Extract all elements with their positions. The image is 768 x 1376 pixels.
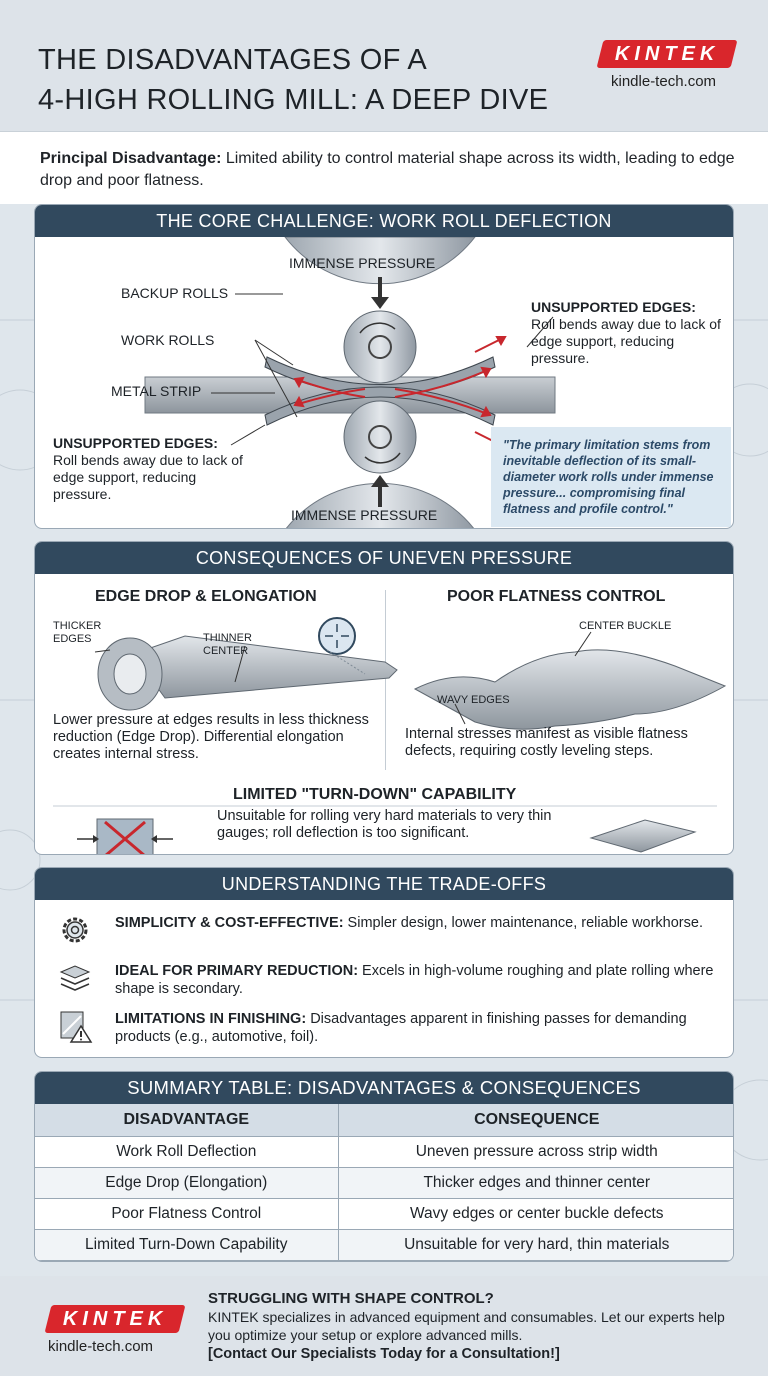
edge-drop-text: Lower pressure at edges results in less thickness reduction (Edge Drop). Differential elongation creates internal stress. [53,712,369,762]
pressure-bottom-label: IMMENSE PRESSURE [291,507,438,523]
gear-icon [57,912,93,948]
footer-domain-link[interactable]: kindle-tech.com [48,1338,154,1355]
consequences-heading: CONSEQUENCES OF UNEVEN PRESSURE [35,542,733,574]
table-cell: Poor Flatness Control [35,1198,338,1229]
tradeoffs-heading: UNDERSTANDING THE TRADE-OFFS [35,868,733,900]
page-title [38,40,598,120]
tradeoff-item [57,912,727,952]
thinner-center-label: THINNER CENTER [203,632,252,657]
unsupported-edges-left [53,435,253,503]
table-cell: Uneven pressure across strip width [338,1136,734,1167]
footer-logo-text: KINTEK [62,1307,168,1330]
table-row [35,1136,734,1167]
tradeoff-label: LIMITATIONS IN FINISHING: [115,1011,307,1027]
table-row [35,1229,734,1260]
work-rolls-label: WORK ROLLS [121,332,215,348]
title-line-2: 4-HIGH ROLLING MILL: A DEEP DIVE [38,84,549,116]
deflection-quote: "The primary limitation stems from inevitable deflection of its small-diameter work rolls under immense pressure... compromising final flatness and profile control." [491,427,731,527]
center-buckle-label: CENTER BUCKLE [579,620,672,632]
backup-rolls-label: BACKUP ROLLS [121,285,229,301]
unsupported-title-right: UNSUPPORTED EDGES: [531,299,696,315]
unsupported-title-left: UNSUPPORTED EDGES: [53,435,218,451]
footer-kintek-logo[interactable] [45,1305,186,1333]
pressure-top-label: IMMENSE PRESSURE [289,255,436,271]
tradeoff-label: SIMPLICITY & COST-EFFECTIVE: [115,915,344,931]
tradeoff-item [57,1008,727,1048]
summary-panel [34,1071,734,1262]
cta-title: STRUGGLING WITH SHAPE CONTROL? [208,1290,494,1307]
column-header: CONSEQUENCE [338,1104,734,1136]
principal-text [40,148,740,192]
metal-strip-label: METAL STRIP [111,383,202,399]
principal-disadvantage [0,132,768,204]
consequences-panel [34,541,734,855]
header [0,0,768,132]
table-row [35,1198,734,1229]
tradeoff-body: Excels in high-volume roughing and plate rolling where shape is secondary. [115,963,714,997]
unsupported-edges-right [531,299,727,367]
tradeoff-body: Simpler design, lower maintenance, reliable workhorse. [343,915,703,931]
table-cell: Work Roll Deflection [35,1136,338,1167]
tradeoff-item [57,960,727,1000]
core-challenge-heading: THE CORE CHALLENGE: WORK ROLL DEFLECTION [35,205,733,237]
table-cell: Wavy edges or center buckle defects [338,1198,734,1229]
table-header-row [35,1104,734,1136]
principal-body: Limited ability to control material shape across its width, leading to edge drop and poor flatness. [40,150,735,189]
warning-sheet-icon [57,1008,93,1044]
plate-stack-icon [57,960,93,996]
unsupported-text-right: Roll bends away due to lack of edge support, reducing pressure. [531,316,721,366]
flatness-text: Internal stresses manifest as visible flatness defects, requiring costly leveling steps. [405,726,688,759]
title-line-1: THE DISADVANTAGES OF A [38,44,428,76]
thicker-edges-label: THICKER EDGES [53,620,102,645]
core-challenge-panel [34,204,734,529]
table-cell: Unsuitable for very hard, thin materials [338,1229,734,1260]
principal-label: Principal Disadvantage: [40,150,222,167]
tradeoff-text [115,962,715,998]
tradeoff-body: Disadvantages apparent in finishing passes for demanding products (e.g., automotive, foil). [115,1011,687,1045]
flatness-title: POOR FLATNESS CONTROL [447,588,666,605]
summary-table [35,1104,734,1261]
kintek-logo[interactable] [597,40,738,68]
domain-link[interactable]: kindle-tech.com [611,73,717,90]
turndown-title: LIMITED "TURN-DOWN" CAPABILITY [233,786,517,803]
unsupported-text-left: Roll bends away due to lack of edge support, reducing pressure. [53,452,243,502]
contact-cta-link[interactable]: [Contact Our Specialists Today for a Consultation!] [208,1346,560,1362]
wavy-edges-label: WAVY EDGES [437,694,510,706]
table-cell: Limited Turn-Down Capability [35,1229,338,1260]
tradeoffs-panel [34,867,734,1058]
column-header: DISADVANTAGE [35,1104,338,1136]
summary-heading: SUMMARY TABLE: DISADVANTAGES & CONSEQUENCES [35,1072,733,1104]
tradeoff-text [115,1010,715,1046]
logo-text: KINTEK [614,42,720,65]
edge-drop-title: EDGE DROP & ELONGATION [95,588,317,605]
table-cell: Thicker edges and thinner center [338,1167,734,1198]
turndown-text: Unsuitable for rolling very hard materials to very thin gauges; roll deflection is too significant. [217,808,552,841]
tradeoff-text [115,914,715,932]
cta-body: KINTEK specializes in advanced equipment and consumables. Let our experts help you optimize your setup or explore advanced mills. [208,1309,725,1343]
tradeoff-label: IDEAL FOR PRIMARY REDUCTION: [115,963,359,979]
table-cell: Edge Drop (Elongation) [35,1167,338,1198]
table-row [35,1167,734,1198]
